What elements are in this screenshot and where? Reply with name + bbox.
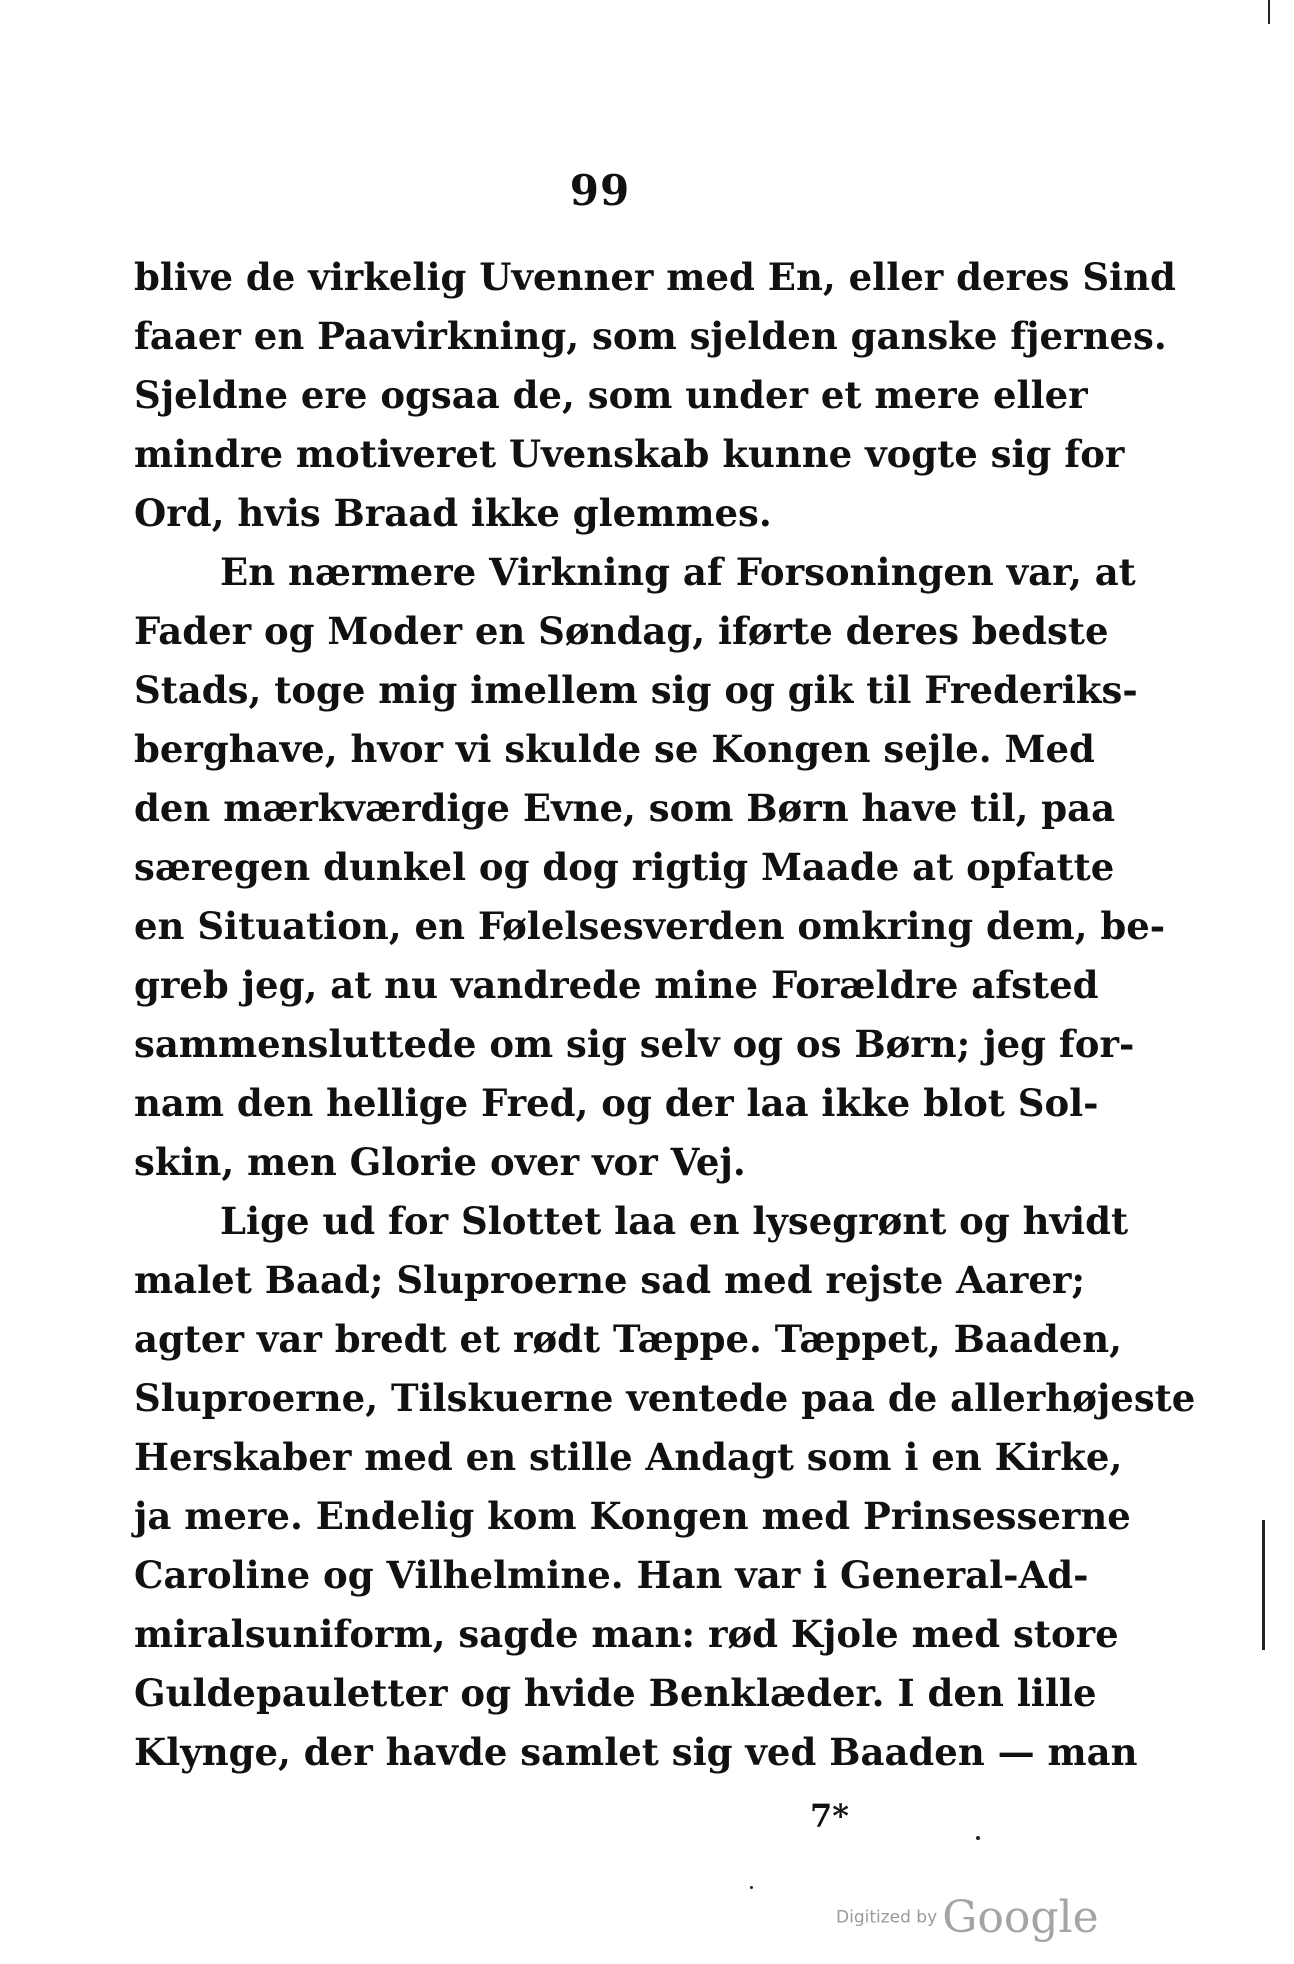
text-line: skin, men Glorie over vor Vej.	[134, 1140, 746, 1184]
text-line: Klynge, der havde samlet sig ved Baaden — man	[134, 1730, 1138, 1774]
digitized-by-label: Digitized by	[836, 1907, 938, 1928]
text-line: ja mere. Endelig kom Kongen med Prinsesserne	[134, 1494, 1131, 1538]
text-line: sammensluttede om sig selv og os Børn; jeg for-	[134, 1022, 1135, 1066]
text-line: faaer en Paavirkning, som sjelden ganske fjernes.	[134, 314, 1167, 358]
text-line: miralsuniform, sagde man: rød Kjole med store	[134, 1612, 1119, 1656]
text-line: agter var bredt et rødt Tæppe. Tæppet, Baaden,	[134, 1317, 1123, 1361]
text-line: Stads, toge mig imellem sig og gik til Frederiks-	[134, 668, 1138, 712]
signature-mark: 7*	[810, 1797, 849, 1835]
text-line: nam den hellige Fred, og der laa ikke blot Sol-	[134, 1081, 1099, 1125]
page-number: 99	[569, 166, 631, 215]
text-line: greb jeg, at nu vandrede mine Forældre afsted	[134, 963, 1099, 1007]
text-line: blive de virkelig Uvenner med En, eller deres Sind	[134, 255, 1176, 299]
text-line: Caroline og Vilhelmine. Han var i General-Ad-	[134, 1553, 1089, 1597]
scan-mark	[1262, 1520, 1265, 1650]
text-line: berghave, hvor vi skulde se Kongen sejle. Med	[134, 727, 1095, 771]
text-line: mindre motiveret Uvenskab kunne vogte sig for	[134, 432, 1125, 476]
google-logo: Google	[942, 1892, 1099, 1943]
text-line: malet Baad; Sluproerne sad med rejste Aarer;	[134, 1258, 1086, 1302]
text-line: En nærmere Virkning af Forsoningen var, at	[220, 550, 1136, 594]
scan-mark	[750, 1886, 753, 1889]
text-line: Ord, hvis Braad ikke glemmes.	[134, 491, 772, 535]
text-line: Herskaber med en stille Andagt som i en Kirke,	[134, 1435, 1123, 1479]
text-line: Sluproerne, Tilskuerne ventede paa de allerhøjeste	[134, 1376, 1196, 1420]
text-line: Fader og Moder en Søndag, iførte deres bedste	[134, 609, 1109, 653]
body-text	[134, 248, 1196, 1782]
scan-mark	[1268, 0, 1270, 24]
scan-mark	[976, 1836, 980, 1840]
digitized-watermark	[836, 1892, 1099, 1943]
text-line: Lige ud for Slottet laa en lysegrønt og hvidt	[220, 1199, 1129, 1243]
text-line: den mærkværdige Evne, som Børn have til, paa	[134, 786, 1116, 830]
text-line: Sjeldne ere ogsaa de, som under et mere eller	[134, 373, 1088, 417]
text-line: Guldepauletter og hvide Benklæder. I den lille	[134, 1671, 1097, 1715]
text-line: særegen dunkel og dog rigtig Maade at opfatte	[134, 845, 1115, 889]
text-line: en Situation, en Følelsesverden omkring dem, be-	[134, 904, 1166, 948]
